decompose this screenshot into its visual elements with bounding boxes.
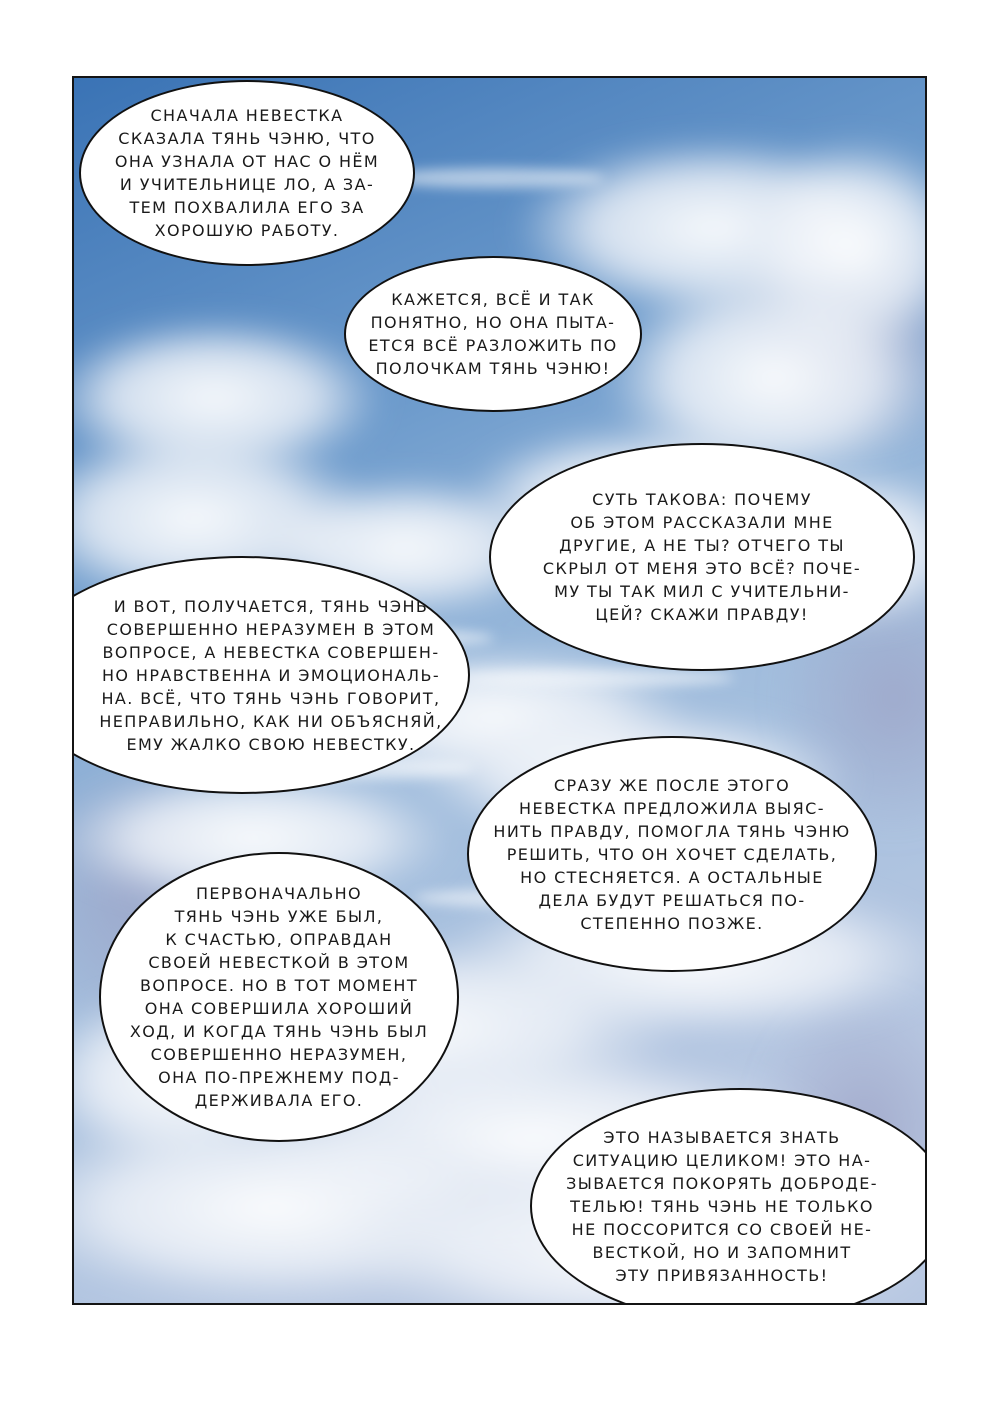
speech-bubble-1 xyxy=(79,80,415,266)
speech-bubble-5 xyxy=(467,736,877,972)
bubble-text-line: СРАЗУ ЖЕ ПОСЛЕ ЭТОГО xyxy=(553,775,791,795)
bubble-text-line: НЕПРАВИЛЬНО, КАК НИ ОБЪЯСНЯЙ, xyxy=(99,711,443,731)
bubble-text-line: СИТУАЦИЮ ЦЕЛИКОМ! ЭТО НА- xyxy=(572,1150,872,1170)
bubble-text-line: К СЧАСТЬЮ, ОПРАВДАН xyxy=(165,930,393,949)
bubble-text-line: ЭТО НАЗЫВАЕТСЯ ЗНАТЬ xyxy=(603,1127,841,1147)
speech-bubble-3-text xyxy=(543,488,861,626)
bubble-text-line: ЕТСЯ ВСЁ РАЗЛОЖИТЬ ПО xyxy=(368,336,618,355)
bubble-text-line: РЕШИТЬ, ЧТО ОН ХОЧЕТ СДЕЛАТЬ, xyxy=(506,844,838,864)
bubble-text-line: ОНА УЗНАЛА ОТ НАС О НЁМ xyxy=(114,152,380,171)
bubble-text-line: НО СТЕСНЯЕТСЯ. А ОСТАЛЬНЫЕ xyxy=(520,867,824,887)
bubble-text-line: ТЕМ ПОХВАЛИЛА ЕГО ЗА xyxy=(129,198,365,217)
bubble-text-line: ВОПРОСЕ, А НЕВЕСТКА СОВЕРШЕН- xyxy=(102,642,440,662)
speech-bubble-5-text xyxy=(493,774,850,935)
bubble-text-line: НЕВЕСТКА ПРЕДЛОЖИЛА ВЫЯС- xyxy=(519,798,825,818)
speech-bubble-1-text xyxy=(115,104,379,242)
bubble-text-line: МУ ТЫ ТАК МИЛ С УЧИТЕЛЬНИ- xyxy=(554,582,850,601)
bubble-text-line: ЗЫВАЕТСЯ ПОКОРЯТЬ ДОБРОДЕ- xyxy=(566,1173,878,1193)
bubble-text-line: ПОЛОЧКАМ ТЯНЬ ЧЭНЮ! xyxy=(375,359,611,378)
speech-bubble-7-text xyxy=(566,1126,914,1287)
speech-bubble-6 xyxy=(99,852,459,1142)
bubble-text-line: ДЕЛА БУДУТ РЕШАТЬСЯ ПО- xyxy=(538,890,806,910)
bubble-text-line: СОВЕРШЕННО НЕРАЗУМЕН, xyxy=(150,1045,408,1064)
bubble-text-line: СКАЗАЛА ТЯНЬ ЧЭНЮ, ЧТО xyxy=(118,129,376,148)
bubble-text-line: ХОРОШУЮ РАБОТУ. xyxy=(154,221,340,240)
bubble-text-line: ПОНЯТНО, НО ОНА ПЫТА- xyxy=(370,313,616,332)
bubble-text-line: СУТЬ ТАКОВА: ПОЧЕМУ xyxy=(592,490,812,509)
speech-bubble-4-text xyxy=(72,595,443,756)
bubble-text-line: ТЕЛЬЮ! ТЯНЬ ЧЭНЬ НЕ ТОЛЬКО xyxy=(570,1196,874,1216)
bubble-text-line: ПЕРВОНАЧАЛЬНО xyxy=(195,884,363,903)
bubble-text-line: ОБ ЭТОМ РАССКАЗАЛИ МНЕ xyxy=(570,513,834,532)
bubble-text-line: НА. ВСЁ, ЧТО ТЯНЬ ЧЭНЬ ГОВОРИТ, xyxy=(101,688,441,708)
bubble-text-line: НО НРАВСТВЕННА И ЭМОЦИОНАЛЬ- xyxy=(101,665,440,685)
bubble-text-line: СОВЕРШЕННО НЕРАЗУМЕН В ЭТОМ xyxy=(106,619,436,639)
bubble-text-line: ОНА ПО-ПРЕЖНЕМУ ПОД- xyxy=(158,1068,400,1087)
bubble-text-line: НИТЬ ПРАВДУ, ПОМОГЛА ТЯНЬ ЧЭНЮ xyxy=(493,821,851,841)
bubble-text-line: ДРУГИЕ, А НЕ ТЫ? ОТЧЕГО ТЫ xyxy=(559,536,845,555)
bubble-text-line: ХОД, И КОГДА ТЯНЬ ЧЭНЬ БЫЛ xyxy=(129,1022,429,1041)
bubble-text-line: ДЕРЖИВАЛА ЕГО. xyxy=(194,1091,364,1110)
speech-bubble-2-text xyxy=(368,288,617,380)
bubble-text-line: СТЕПЕННО ПОЗЖЕ. xyxy=(580,913,764,933)
speech-bubble-2 xyxy=(344,256,642,412)
bubble-text-line: НЕ ПОССОРИТСЯ СО СВОЕЙ НЕ- xyxy=(571,1219,873,1239)
bubble-text-line: ЦЕЙ? СКАЖИ ПРАВДУ! xyxy=(595,605,809,624)
bubble-text-line: СКРЫЛ ОТ МЕНЯ ЭТО ВСЁ? ПОЧЕ- xyxy=(542,559,862,578)
bubble-text-line: КАЖЕТСЯ, ВСЁ И ТАК xyxy=(391,290,595,309)
bubble-text-line: СНАЧАЛА НЕВЕСТКА xyxy=(150,106,344,125)
bubble-text-line: ВЕСТКОЙ, НО И ЗАПОМНИТ xyxy=(592,1242,852,1262)
bubble-text-line: СВОЕЙ НЕВЕСТКОЙ В ЭТОМ xyxy=(148,953,410,972)
speech-bubble-3 xyxy=(489,443,915,671)
comic-panel xyxy=(72,76,927,1305)
bubble-text-line: И ВОТ, ПОЛУЧАЕТСЯ, ТЯНЬ ЧЭНЬ xyxy=(113,596,429,616)
bubble-text-line: И УЧИТЕЛЬНИЦЕ ЛО, А ЗА- xyxy=(119,175,375,194)
bubble-text-line: ЭТУ ПРИВЯЗАННОСТЬ! xyxy=(615,1265,829,1285)
bubble-text-line: ЕМУ ЖАЛКО СВОЮ НЕВЕСТКУ. xyxy=(126,734,416,754)
speech-bubble-6-text xyxy=(130,882,428,1112)
bubble-text-line: ТЯНЬ ЧЭНЬ УЖЕ БЫЛ, xyxy=(174,907,384,926)
bubble-text-line: ВОПРОСЕ. НО В ТОТ МОМЕНТ xyxy=(139,976,418,995)
bubble-text-line: ОНА СОВЕРШИЛА ХОРОШИЙ xyxy=(144,999,414,1018)
